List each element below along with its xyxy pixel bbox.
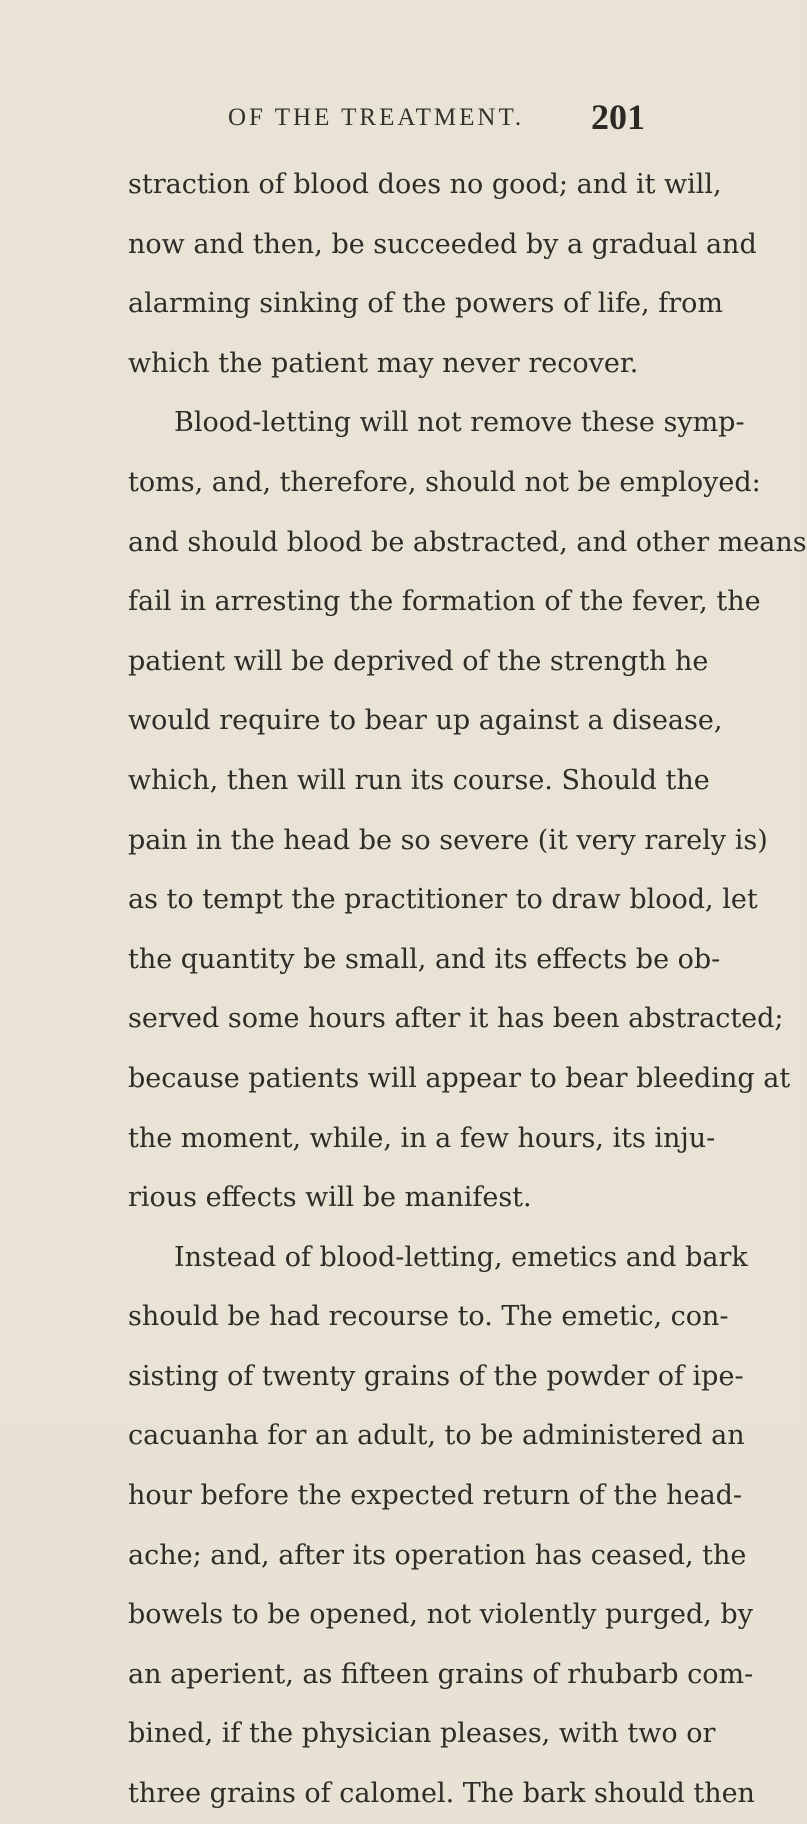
text-line: fail in arresting the formation of the fever, the — [128, 586, 761, 618]
text-line: ache; and, after its operation has ceased, the — [128, 1539, 747, 1571]
text-line: cacuanha for an adult, to be administered an — [128, 1420, 745, 1452]
text-line: hour before the expected return of the head- — [128, 1480, 743, 1512]
page-number: 201 — [591, 97, 645, 137]
text-line: pain in the head be so severe (it very rarely is) — [128, 824, 768, 856]
text-line: the moment, while, in a few hours, its inju- — [128, 1122, 716, 1154]
text-line: which, then will run its course. Should the — [128, 764, 710, 796]
text-line: alarming sinking of the powers of life, from — [128, 288, 723, 320]
text-line: patient will be deprived of the strength he — [128, 645, 709, 677]
text-line: served some hours after it has been abstracted; — [128, 1003, 784, 1035]
text-line: Instead of blood-letting, emetics and bark — [174, 1241, 748, 1273]
text-line: Blood-letting will not remove these symp- — [174, 407, 745, 439]
text-line: an aperient, as fifteen grains of rhubarb com- — [128, 1658, 754, 1690]
text-line: three grains of calomel. The bark should then — [128, 1778, 755, 1810]
text-line: because patients will appear to bear bleeding at — [128, 1062, 791, 1094]
text-line: straction of blood does no good; and it will, — [128, 169, 722, 200]
running-title: OF THE TREATMENT. — [228, 104, 525, 131]
text-line: now and then, be succeeded by a gradual and — [128, 228, 757, 260]
running-head — [0, 78, 800, 158]
text-line: would require to bear up against a disease, — [128, 705, 723, 737]
text-line: sisting of twenty grains of the powder of ipe- — [128, 1360, 744, 1392]
text-line: and should blood be abstracted, and other means — [128, 526, 807, 558]
text-line: bined, if the physician pleases, with two or — [128, 1718, 716, 1750]
text-line: as to tempt the practitioner to draw blood, let — [128, 884, 758, 916]
text-line: bowels to be opened, not violently purged, by — [128, 1599, 753, 1631]
text-line: which the patient may never recover. — [128, 347, 639, 379]
text-line: the quantity be small, and its effects be ob- — [128, 943, 721, 975]
text-line: rious effects will be manifest. — [128, 1182, 532, 1214]
text-line: toms, and, therefore, should not be employed: — [128, 466, 761, 498]
text-line: should be had recourse to. The emetic, con- — [128, 1301, 729, 1333]
body-text — [128, 155, 807, 1824]
